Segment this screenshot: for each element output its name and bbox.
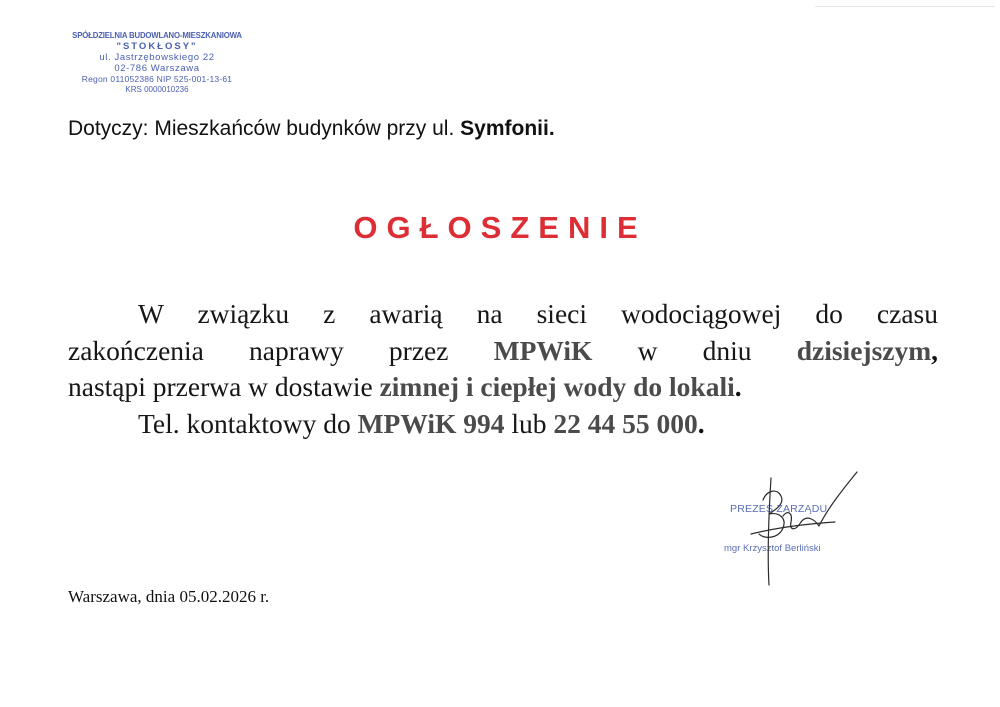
announcement-line-3: nastąpi przerwa w dostawie zimnej i ciepłej wody do lokali. — [68, 371, 742, 402]
announcement-body — [68, 296, 938, 442]
stamp-line-regon-nip: Regon 011052386 NIP 525-001-13-61 — [81, 74, 233, 84]
mpwik-highlight: MPWiK — [493, 334, 593, 366]
stamp-line-brand: "STOKŁOSY" — [116, 41, 198, 52]
contact-phone-number: 22 44 55 000 — [553, 407, 698, 439]
cooperative-stamp — [58, 30, 256, 92]
signature-name: mgr Krzysztof Berliński — [724, 543, 821, 554]
contact-line: Tel. kontaktowy do MPWiK 994 lub 22 44 55 000. — [138, 407, 705, 439]
place-and-date: Warszawa, dnia 05.02.2026 r. — [68, 587, 270, 606]
subject-prefix: Dotyczy: Mieszkańców budynków przy ul. — [68, 117, 461, 140]
subject-line — [68, 117, 555, 141]
stamp-line-name: SPÓŁDZIELNIA BUDOWLANO-MIESZKANIOWA — [72, 30, 242, 40]
stamp-line-city: 02-786 Warszawa — [114, 63, 200, 74]
announcement-line-1: W związku z awarią na sieci wodociągowej do czasu — [138, 298, 938, 329]
contact-mpwik-number: MPWiK 994 — [357, 407, 505, 439]
signature-role: PREZES ZARZĄDU — [730, 503, 828, 515]
page-title: OGŁOSZENIE — [353, 210, 647, 245]
water-highlight: zimnej i ciepłej wody do lokali — [379, 371, 735, 402]
subject-street: Symfonii. — [460, 117, 555, 140]
stamp-line-street: ul. Jastrzębowskiego 22 — [99, 52, 215, 63]
top-edge-line — [815, 6, 995, 7]
announcement-line-2: zakończenia naprawy przez MPWiK w dniu dzisiejszym, — [68, 334, 939, 366]
stamp-line-krs: KRS 0000010236 — [125, 85, 189, 92]
today-highlight: dzisiejszym — [796, 334, 932, 366]
handwritten-signature — [715, 470, 895, 590]
